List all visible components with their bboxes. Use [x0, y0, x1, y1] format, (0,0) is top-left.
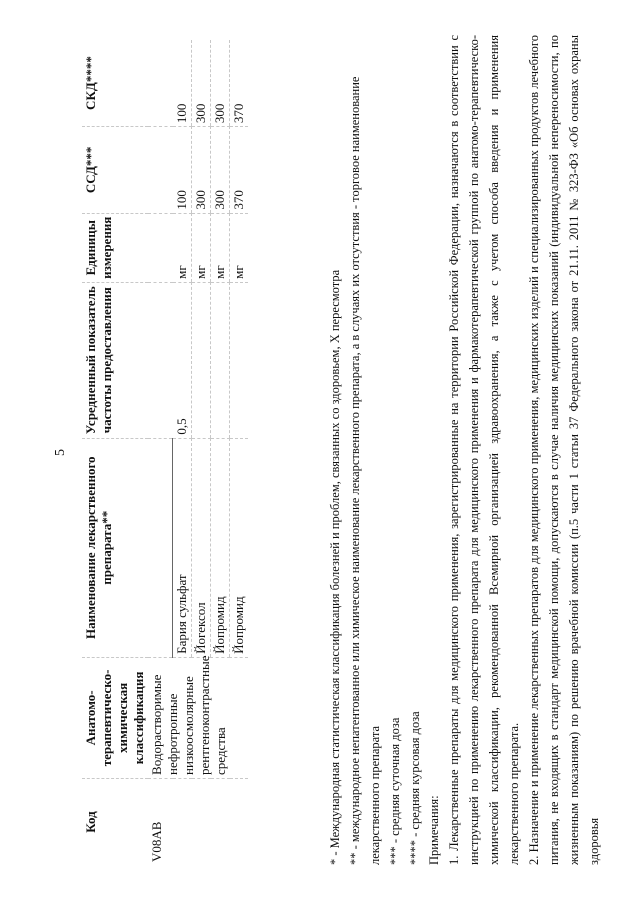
cell-skd: 300: [211, 40, 230, 127]
footnote-2: ** - международное непатентованное или химическое наименование лекарственного препарата, а в случаях их отсутствия - торговое наименование лекарственного препарата: [348, 76, 382, 865]
header-unit: Единицы измерения: [82, 213, 148, 282]
cell-code: [173, 778, 192, 865]
note-1: 1. Лекарственные препараты для медицинского применения, зарегистрированные на территории Российской Федерации, назначаются в соответствии с инструкцией по применению лекарственного препарата для медицинского применения и фармакотерапевтической группой по анатомо-терапевтическо-химической классификации, рекомендованной Всемирной организацией здравоохранения, а также с учетом способа введения и применения лекарственного препарата.: [447, 35, 521, 865]
cell-drug: Бария сульфат: [173, 438, 192, 657]
cell-sdd: 370: [230, 127, 249, 214]
header-drug: Наименование лекарственного препарата**: [82, 438, 148, 657]
cell-drug: Йопромид: [211, 438, 230, 657]
cell-frequency: [148, 282, 173, 438]
footnote-1: * - Международная статистическая классификация болезней и проблем, связанных со здоровьем, X пересмотра: [328, 269, 342, 865]
page-number: 5: [53, 449, 68, 456]
cell-unit: мг: [230, 213, 249, 282]
cell-unit: мг: [192, 213, 211, 282]
note-2: 2. Назначение и применение лекарственных препаратов для медицинского применения, медицинских изделий и специализированных продуктов лечебного питания, не входящих в стандарт медицинской помощи, допускаются в случае наличия медицинских показаний (индивидуальной непереносимости, по жизненным показаниям) по решению врачебной комиссии (п.5 части 1 статьи 37 Федерального закона от 21.11. 2011 № 323-ФЗ «Об основах охраны здоровья: [527, 35, 601, 865]
table-row: [148, 40, 173, 865]
cell-sdd: 300: [192, 127, 211, 214]
footnote-4: **** - средняя курсовая доза: [408, 711, 422, 865]
cell-unit: мг: [211, 213, 230, 282]
header-code: Код: [82, 778, 148, 865]
notes-title: Примечания:: [427, 795, 441, 865]
cell-atc: Водорастворимые нефротропные низкоосмолярные рентгеноконтрастные средства: [148, 657, 248, 778]
cell-frequency: 0,5: [173, 282, 192, 438]
notes: [424, 35, 604, 865]
cell-sdd: 100: [173, 127, 192, 214]
cell-skd: 100: [173, 40, 192, 127]
cell-unit: [148, 213, 173, 282]
cell-sdd: [148, 127, 173, 214]
header-sdd: ССД***: [82, 127, 148, 214]
table-header-row: [82, 40, 148, 865]
footnotes: [325, 35, 425, 865]
cell-code: V08AB: [148, 778, 173, 865]
cell-drug: [148, 438, 173, 657]
cell-skd: 300: [192, 40, 211, 127]
cell-drug: Йогексол: [192, 438, 211, 657]
cell-skd: [148, 40, 173, 127]
cell-skd: 370: [231, 103, 246, 124]
drug-table: [82, 40, 248, 865]
footnote-3: *** - средняя суточная доза: [388, 717, 402, 865]
cell-sdd: 300: [211, 127, 230, 214]
cell-drug: Йопромид: [230, 438, 249, 657]
cell-unit: мг: [173, 213, 192, 282]
header-atc: Анатомо-терапевтическо-химическая классификация: [82, 657, 148, 778]
header-frequency: Усредненный показатель частоты предоставления: [82, 282, 148, 438]
header-skd: СКД****: [83, 56, 98, 110]
